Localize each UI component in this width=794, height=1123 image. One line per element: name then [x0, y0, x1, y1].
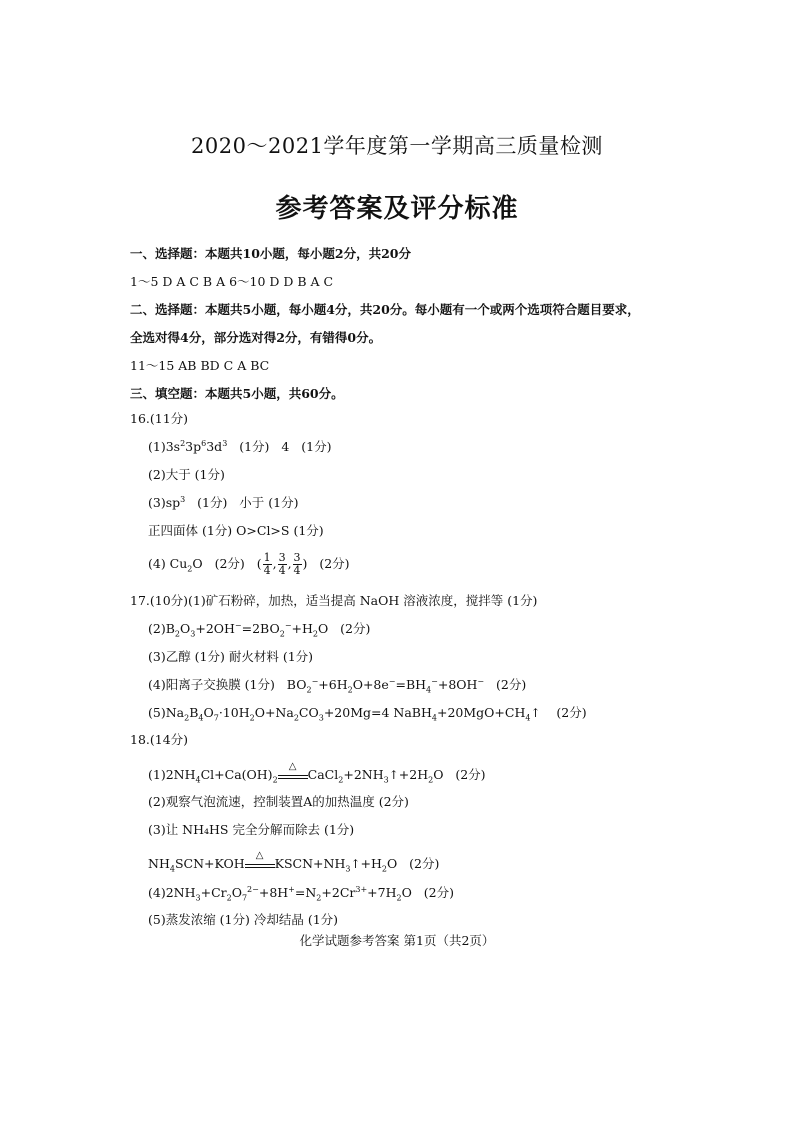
q17-line1: 17.(10分)(1)矿石粉碎，加热，适当提高 NaOH 溶液浓度，搅拌等 (1分): [130, 593, 538, 608]
section2-heading-1: 二、选择题：本题共5小题，每小题4分，共20分。每小题有一个或两个选项符合题目要求，: [130, 302, 640, 317]
page-footer: 化学试题参考答案 第1页（共2页）: [299, 933, 495, 948]
q16-part2: (2)大于 (1分): [148, 467, 225, 482]
exam-title: 2020～2021学年度第一学期高三质量检测: [191, 134, 603, 158]
q18-part3b: $NH_4SCN+KOH$ △ $KSCN+NH_3↑+H_2O$ (2分): [148, 850, 440, 874]
q16-part1: $(1)3s^23p^63d^3$ (1分) 4 (1分): [148, 438, 332, 454]
q17-part5: $(5)Na_2B_4O_7\cdot 10H_2O+Na_2CO_3+20Mg=4$ $NaBH_4+20MgO+CH_4↑$ (2分): [148, 705, 587, 723]
q16-part3: $(3)sp^3$ (1分) 小于 (1分): [148, 494, 299, 510]
q18-part1: $(1)2NH_4Cl+Ca(OH)_2$ △ $CaCl_2+2NH_3↑+2H_2O$ (2分): [148, 761, 486, 785]
q16-part3b: 正四面体 (1分) O>Cl>S (1分): [148, 523, 324, 538]
section1-answers: 1～5 D A C B A 6～10 D D B A C: [130, 274, 334, 289]
q18-part5: (5)蒸发浓缩 (1分) 冷却结晶 (1分): [148, 912, 339, 927]
q18-label: 18.(14分): [130, 732, 189, 747]
section2-answers: 11～15 AB BD C A BC: [130, 358, 270, 373]
section1-heading: 一、选择题：本题共10小题，每小题2分，共20分: [130, 246, 411, 261]
q16-label: 16.(11分): [130, 411, 189, 426]
q17-part2: $(2)B_2O_3+2OH^-=2BO_2^-+H_2O$ (2分): [148, 620, 371, 639]
section3-heading: 三、填空题：本题共5小题，共60分。: [130, 386, 344, 401]
q16-part4: (4) $Cu_2O$ (2分) ( $\frac{1}{4}$ , $\frac{3}{4}$ , $\frac{3}{4}$ ) (2分): [148, 551, 350, 577]
section2-heading-2: 全选对得4分，部分选对得2分，有错得0分。: [130, 330, 382, 345]
q18-part3: (3)让 NH₄HS 完全分解而除去 (1分): [148, 822, 355, 837]
answer-key-title: 参考答案及评分标准: [275, 194, 519, 224]
q18-part2: (2)观察气泡流速，控制装置A的加热温度 (2分): [148, 794, 409, 809]
q18-part4: $(4)2NH_3+Cr_2O_7^{2-}+8H^+=N_2+2Cr^{3+}+7H_2O$ (2分): [148, 884, 454, 903]
q17-part3: (3)乙醇 (1分) 耐火材料 (1分): [148, 649, 314, 664]
q17-part4: (4)阳离子交换膜 (1分) $BO_2^-+6H_2O+8e^-=BH_4^-+8OH^-$ (2分): [148, 676, 527, 695]
